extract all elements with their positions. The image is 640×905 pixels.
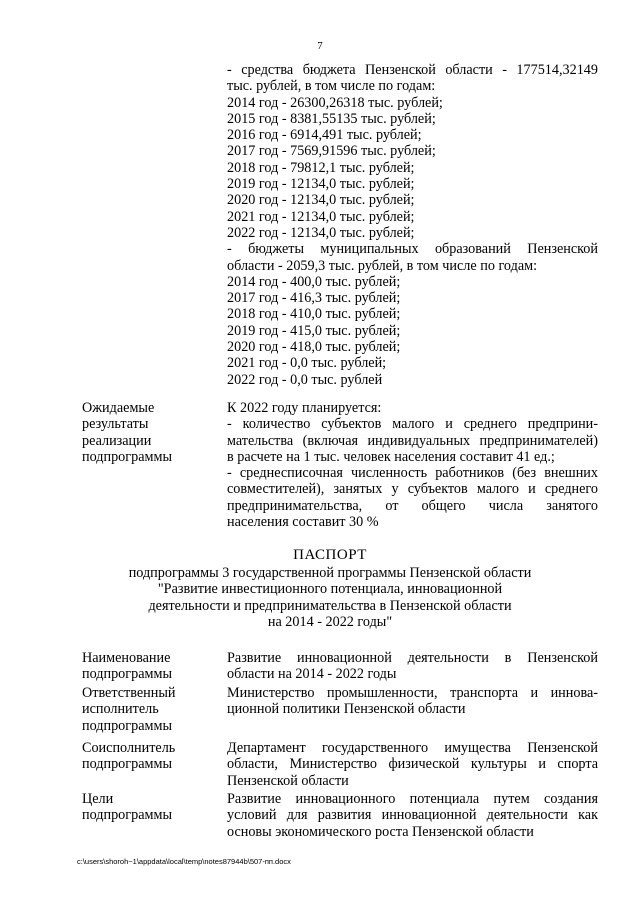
footer-file-path: c:\users\shoroh~1\appdata\local\temp\notes87944b\507-пп.docx	[77, 857, 291, 866]
regional-budget-line: - средства бюджета Пензенской области - 177514,32149	[227, 62, 598, 78]
row-coexecutor-label: Соисполнитель подпрограммы	[82, 740, 176, 773]
regional-budget-line: тыс. рублей, в том числе по годам:	[227, 78, 436, 95]
municipal-budget-line: - бюджеты муниципальных образований Пензенской	[227, 241, 598, 258]
passport-subtitle: подпрограммы 3 государственной программы Пензенской области "Развитие инвестиционного потенциала, инновационной деятельности и предпринимательства в Пензенской области на 2014 - 2022 годы"	[128, 565, 532, 630]
row-name-label: Наименование подпрограммы	[82, 650, 172, 683]
row-executor-label: Ответственный исполнитель подпрограммы	[82, 685, 176, 734]
regional-year-line: 2015 год - 8381,55135 тыс. рублей;	[227, 110, 436, 127]
regional-year-line: 2020 год - 12134,0 тыс. рублей;	[227, 192, 415, 209]
row-goals-label: Цели подпрограммы	[82, 791, 172, 824]
passport-title: ПАСПОРТ	[293, 547, 367, 563]
municipal-year-line: 2018 год - 410,0 тыс. рублей;	[227, 306, 401, 323]
regional-year-line: 2017 год - 7569,91596 тыс. рублей;	[227, 143, 436, 160]
expected-results-text: К 2022 году планируется: - количество субъектов малого и среднего предприни- мательства (включая индивидуальных предпринимателей) в расчете на 1 тыс. человек населения составит 41 ед.; - среднесписочная численность работников (без внешних совместителей), занятых у субъектов малого и среднего предпринимательства, от общего числа занятого населения составит 30 %	[227, 400, 598, 531]
regional-year-line: 2019 год - 12134,0 тыс. рублей;	[227, 176, 415, 193]
row-name-value: Развитие инновационной деятельности в Пензенской области на 2014 - 2022 годы	[227, 650, 598, 683]
funding-block	[227, 62, 598, 388]
row-executor-value: Министерство промышленности, транспорта и иннова- ционной политики Пензенской области	[227, 685, 598, 718]
municipal-year-line: 2021 год - 0,0 тыс. рублей;	[227, 355, 387, 372]
expected-results-label: Ожидаемые результаты реализации подпрограммы	[82, 400, 172, 465]
row-goals-value: Развитие инновационного потенциала путем создания условий для развития инновационной деятельности как основы экономического роста Пензенской области	[227, 791, 598, 840]
municipal-budget-line: области - 2059,3 тыс. рублей, в том числе по годам:	[227, 257, 538, 274]
regional-year-line: 2018 год - 79812,1 тыс. рублей;	[227, 159, 415, 176]
municipal-year-line: 2020 год - 418,0 тыс. рублей;	[227, 339, 401, 356]
regional-year-line: 2014 год - 26300,26318 тыс. рублей;	[227, 94, 443, 111]
passport-heading	[60, 547, 600, 563]
municipal-year-line: 2017 год - 416,3 тыс. рублей;	[227, 290, 401, 307]
row-coexecutor-value: Департамент государственного имущества Пензенской области, Министерство физической культуры и спорта Пензенской области	[227, 740, 598, 789]
municipal-year-line: 2014 год - 400,0 тыс. рублей;	[227, 273, 401, 290]
regional-year-line: 2022 год - 12134,0 тыс. рублей;	[227, 224, 415, 241]
municipal-year-line: 2019 год - 415,0 тыс. рублей;	[227, 322, 401, 339]
regional-year-line: 2021 год - 12134,0 тыс. рублей;	[227, 208, 415, 225]
page-number: 7	[317, 40, 323, 52]
municipal-year-line: 2022 год - 0,0 тыс. рублей	[227, 371, 383, 388]
regional-year-line: 2016 год - 6914,491 тыс. рублей;	[227, 127, 422, 144]
